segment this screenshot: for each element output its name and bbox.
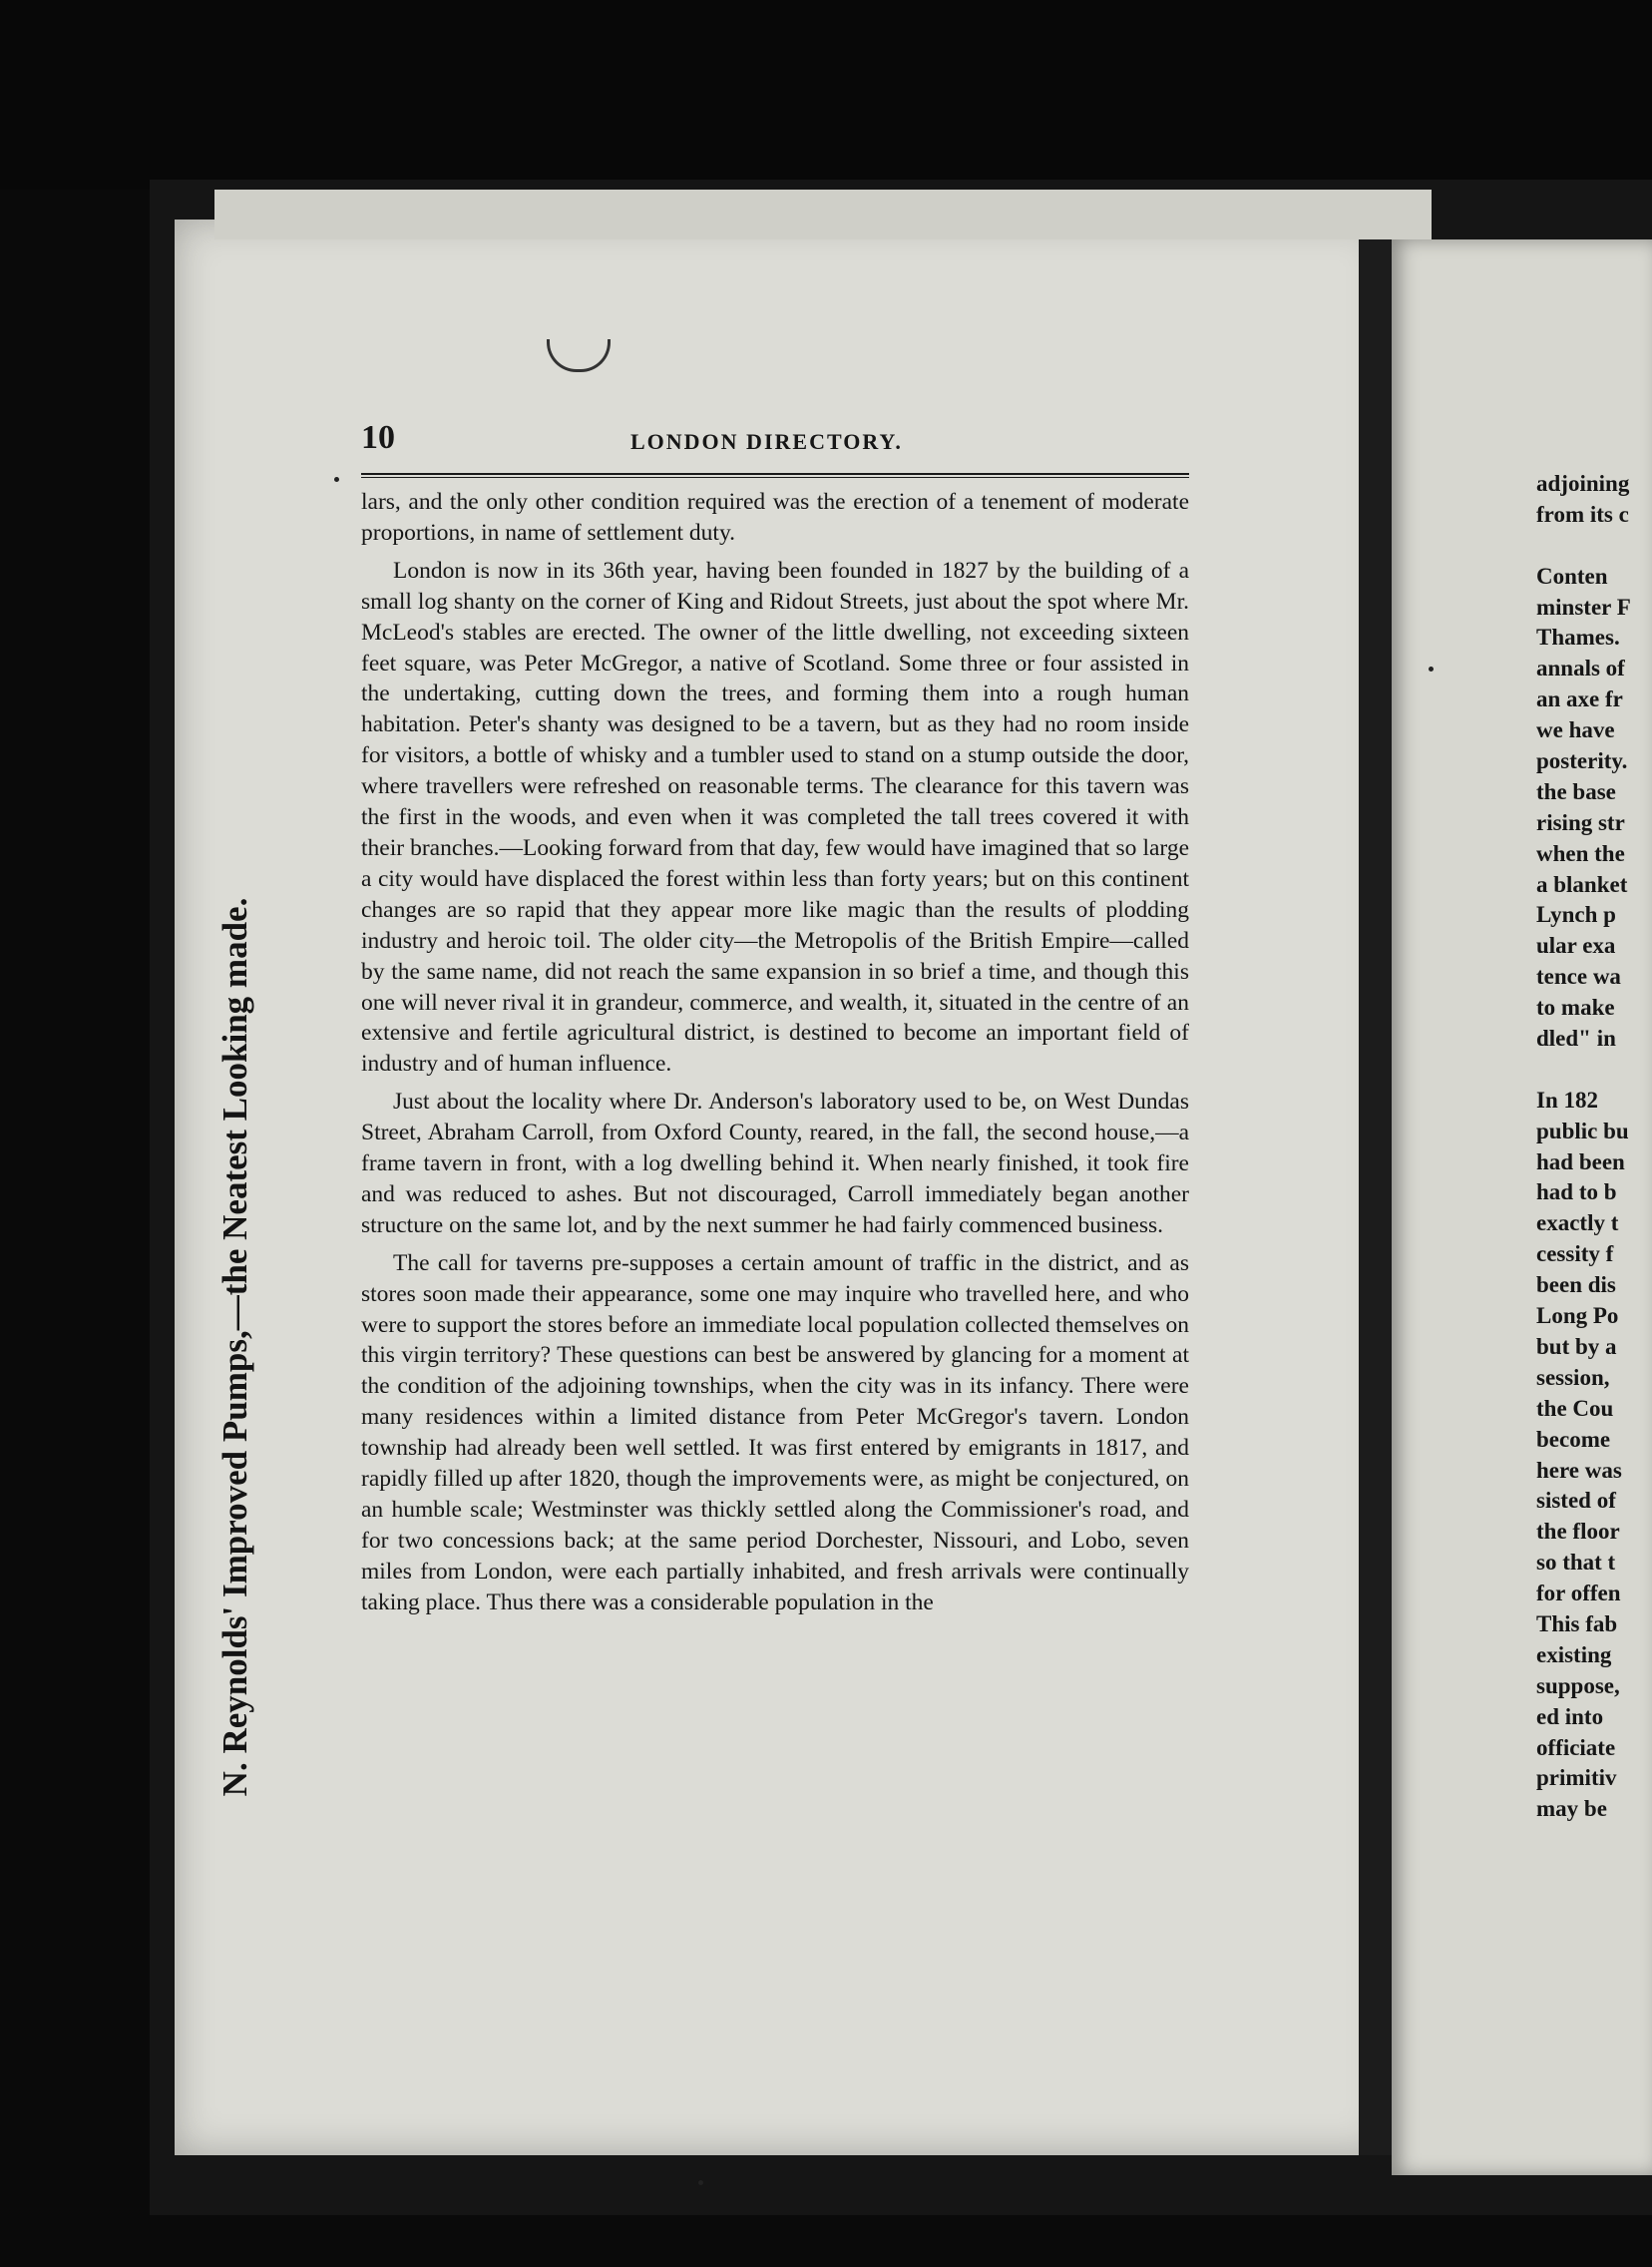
header-rule — [361, 473, 1189, 478]
paragraph: The call for taverns pre-supposes a certain amount of traffic in the district, and as stores soon made their appearance, some one may inquire who travelled here, and who were to support the stores before an immediate local population collected themselves on this virgin territory? These questions can best be answered by glancing for a moment at the condition of the adjoining townships, when the city was in its infancy. There were many residences within a limited distance from Peter McGregor's tavern. London township had already been well settled. It was first entered by emigrants in 1817, and rapidly filled up after 1820, though the improvements were, as might be conjectured, on an humble scale; Westminster was thickly settled along the Commissioner's road, and for two concessions back; at the same period Dorchester, Nissouri, and Lobo, seven miles from London, were each partially inhabited, and fresh arrivals were continually taking place. Thus there was a considerable population in the — [361, 1249, 1189, 1615]
facing-page-line — [1536, 531, 1652, 562]
side-advertisement: N. Reynolds' Improved Pumps,—the Neatest Looking made. — [215, 897, 254, 1797]
facing-page-line: had been — [1536, 1148, 1625, 1174]
facing-page-line: ed into — [1536, 1703, 1604, 1729]
speck — [334, 477, 339, 482]
facing-page-line: may be — [1536, 1796, 1607, 1822]
facing-page-line: the base — [1536, 778, 1616, 804]
facing-page-line: Conten — [1536, 563, 1608, 589]
facing-page-line: here was — [1536, 1457, 1622, 1483]
facing-page-line: had to b — [1536, 1179, 1617, 1205]
facing-page-line: become — [1536, 1426, 1611, 1452]
facing-page-line: public bu — [1536, 1118, 1629, 1143]
page-number: 10 — [361, 419, 395, 456]
facing-page-line: adjoining — [1536, 471, 1630, 496]
facing-page-line: exactly t — [1536, 1210, 1619, 1236]
facing-page-text — [1536, 469, 1652, 1825]
paragraph: Just about the locality where Dr. Anderson's laboratory used to be, on West Dundas Street, Abraham Carroll, from Oxford County, reared, in the fall, the second house,—a frame tavern in front, with a log dwelling behind it. When nearly finished, it took fire and was reduced to ashes. But not discouraged, Carroll immediately began another structure on the same lot, and by the next summer he had fairly commenced business. — [361, 1089, 1189, 1238]
page-header — [361, 419, 1189, 479]
facing-page-line: so that t — [1536, 1550, 1616, 1576]
facing-page-line: we have — [1536, 717, 1615, 743]
facing-page-line: suppose, — [1536, 1672, 1620, 1698]
running-title: LONDON DIRECTORY. — [630, 429, 903, 454]
facing-page-line: sisted of — [1536, 1488, 1616, 1514]
body-text — [361, 487, 1189, 1625]
facing-page-line: dled" in — [1536, 1026, 1616, 1052]
facing-page-line: from its c — [1536, 501, 1629, 527]
right-page — [1392, 239, 1652, 2175]
facing-page-line: Long Po — [1536, 1303, 1619, 1329]
facing-page-line: officiate — [1536, 1734, 1616, 1760]
facing-page-line: minster F — [1536, 594, 1631, 620]
facing-page-line: This fab — [1536, 1610, 1618, 1636]
facing-page-line: an axe fr — [1536, 686, 1623, 712]
facing-page-line: In 182 — [1536, 1087, 1598, 1113]
facing-page-line: existing — [1536, 1641, 1612, 1667]
facing-page-line: cessity f — [1536, 1241, 1614, 1267]
facing-page-line: for offen — [1536, 1581, 1621, 1606]
scan-background — [0, 0, 1652, 190]
facing-page-line: the Cou — [1536, 1395, 1614, 1421]
facing-page-line: annals of — [1536, 656, 1625, 681]
facing-page-line: the floor — [1536, 1519, 1620, 1545]
facing-page-line: to make — [1536, 995, 1615, 1021]
facing-page-line: been dis — [1536, 1272, 1616, 1298]
facing-page-line: posterity. — [1536, 748, 1628, 774]
facing-page-line: when the — [1536, 840, 1625, 866]
facing-page-line: a blanket — [1536, 871, 1628, 897]
facing-page-line: primitiv — [1536, 1765, 1617, 1791]
facing-page-line: rising str — [1536, 809, 1625, 835]
speck — [1429, 667, 1434, 672]
facing-page-line: but by a — [1536, 1333, 1617, 1359]
facing-page-line: ular exa — [1536, 933, 1616, 959]
facing-page-line: Thames. — [1536, 625, 1620, 651]
paragraph: lars, and the only other condition required was the erection of a tenement of moderate proportions, in name of settlement duty. — [361, 489, 1189, 546]
facing-page-line: tence wa — [1536, 964, 1621, 990]
facing-page-line — [1536, 1055, 1652, 1086]
facing-page-line: Lynch p — [1536, 902, 1616, 928]
speck — [698, 2180, 703, 2185]
paragraph: London is now in its 36th year, having been founded in 1827 by the building of a small log shanty on the corner of King and Ridout Streets, just about the spot where Mr. McLeod's stables are erected. The owner of the little dwelling, not exceeding sixteen feet square, was Peter McGregor, a native of Scotland. Some three or four assisted in the undertaking, cutting down the trees, and forming them into a rough human habitation. Peter's shanty was designed to be a tavern, but as they had no room inside for visitors, a bottle of whisky and a tumbler used to stand on a stump outside the door, where travellers were refreshed on reasonable terms. The clearance for this tavern was the first in the woods, and even when it was completed the tall trees covered it with their branches.—Looking forward from that day, few would have imagined that so large a city would have displaced the forest within less than forty years; but on this continent changes are so rapid that they appear more like magic than the results of plodding industry and heroic toil. The older city—the Metropolis of the British Empire—called by the same name, did not reach the same expansion in so brief a time, and though this one will never rival it in grandeur, commerce, and wealth, it, situated in the centre of an extensive and fertile agricultural district, is destined to become an important field of industry and of human influence. — [361, 557, 1189, 1078]
facing-page-line: session, — [1536, 1364, 1610, 1390]
page-top-edge — [214, 190, 1432, 239]
